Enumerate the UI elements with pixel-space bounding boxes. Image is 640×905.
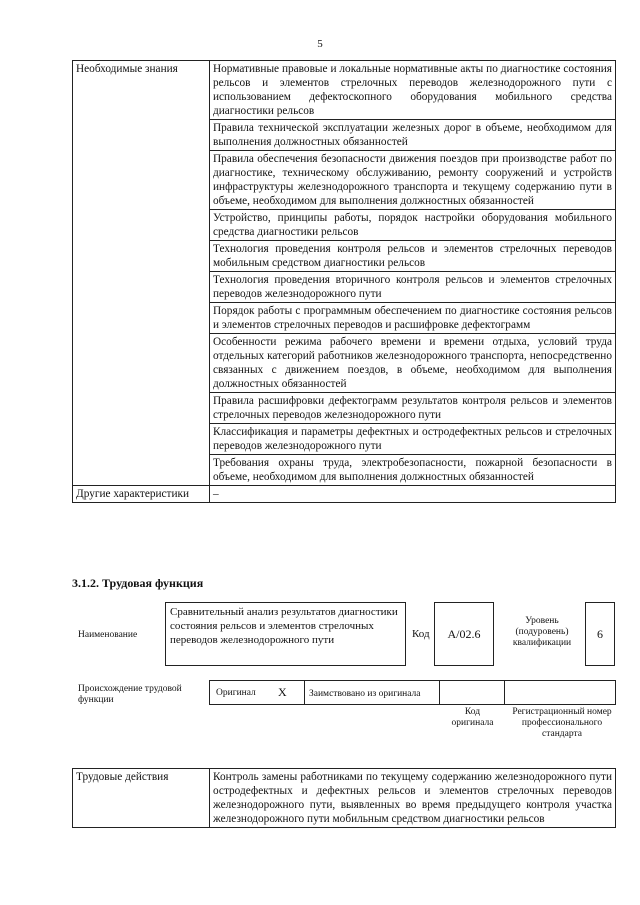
origin-label: Происхождение трудовой функции — [78, 684, 182, 705]
knowledge-label: Необходимые знания — [73, 61, 210, 486]
function-code-box — [434, 602, 494, 666]
original-cell — [209, 680, 305, 705]
original-mark: X — [278, 685, 287, 699]
reg-caption: Регистрационный номер профессионального стандарта — [512, 707, 612, 739]
borrowed-cell — [304, 680, 440, 705]
original-code-cell — [439, 680, 505, 705]
knowledge-item: Порядок работы с программным обеспечением по диагностике состояния рельсов и элементов стрелочных переводов и расшифровке дефектограмм — [210, 303, 616, 334]
other-label: Другие характеристики — [73, 486, 210, 503]
name-label: Наименование — [78, 630, 138, 640]
knowledge-item: Правила обеспечения безопасности движения поездов при производстве работ по диагностике, техническому обслуживанию, ремонту сооружений и устройств инфраструктуры железнодорожного транспорта и текущему содержанию пути в объеме, необходимом для выполнения должностных обязанностей — [210, 151, 616, 210]
knowledge-item: Классификация и параметры дефектных и остродефектных рельсов и стрелочных переводов железнодорожного пути — [210, 424, 616, 455]
knowledge-item: Технология проведения контроля рельсов и элементов стрелочных переводов мобильным средством диагностики рельсов — [210, 241, 616, 272]
knowledge-item: Технология проведения вторичного контроля рельсов и элементов стрелочных переводов железнодорожного пути — [210, 272, 616, 303]
other-value: – — [210, 486, 616, 503]
knowledge-item: Устройство, принципы работы, порядок настройки оборудования мобильного средства диагностики рельсов — [210, 210, 616, 241]
original-label: Оригинал — [216, 688, 256, 698]
page-number: 5 — [317, 38, 323, 50]
section-title: 3.1.2. Трудовая функция — [72, 576, 204, 590]
knowledge-item: Нормативные правовые и локальные нормативные акты по диагностике состояния рельсов и элементов стрелочных переводов железнодорожного пути с использованием дефектоскопного оборудования мобильного средства диагностики рельсов — [210, 61, 616, 120]
knowledge-item: Особенности режима рабочего времени и времени отдыха, условий труда отдельных категорий работников железнодорожного транспорта, непосредственно связанных с движением поездов, в объеме, необходимом для выполнения должностных обязанностей — [210, 334, 616, 393]
function-code: А/02.6 — [447, 627, 481, 641]
code-label: Код — [412, 628, 430, 640]
borrowed-label: Заимствовано из оригинала — [309, 689, 421, 699]
code-caption: Код оригинала — [451, 707, 494, 728]
level-box — [585, 602, 615, 666]
level-label: Уровень (подуровень) квалификации — [512, 616, 572, 648]
knowledge-table — [72, 60, 616, 503]
function-name: Сравнительный анализ результатов диагностики состояния рельсов и элементов стрелочных переводов железнодорожного пути — [170, 606, 398, 646]
actions-label: Трудовые действия — [73, 769, 210, 828]
actions-value: Контроль замены работниками по текущему содержанию железнодорожного пути остродефектных и дефектных рельсов и элементов стрелочных переводов железнодорожного пути, выявленных во время предыдущего контроля участка железнодорожного пути мобильным средством диагностики рельсов — [210, 769, 616, 828]
level-value: 6 — [597, 627, 603, 641]
knowledge-item: Правила технической эксплуатации железных дорог в объеме, необходимом для выполнения должностных обязанностей — [210, 120, 616, 151]
function-name-box — [165, 602, 406, 666]
reg-number-cell — [504, 680, 616, 705]
actions-table — [72, 768, 616, 828]
knowledge-item: Правила расшифровки дефектограмм результатов контроля рельсов и элементов стрелочных переводов железнодорожного пути — [210, 393, 616, 424]
knowledge-item: Требования охраны труда, электробезопасности, пожарной безопасности в объеме, необходимом для выполнения должностных обязанностей — [210, 455, 616, 486]
